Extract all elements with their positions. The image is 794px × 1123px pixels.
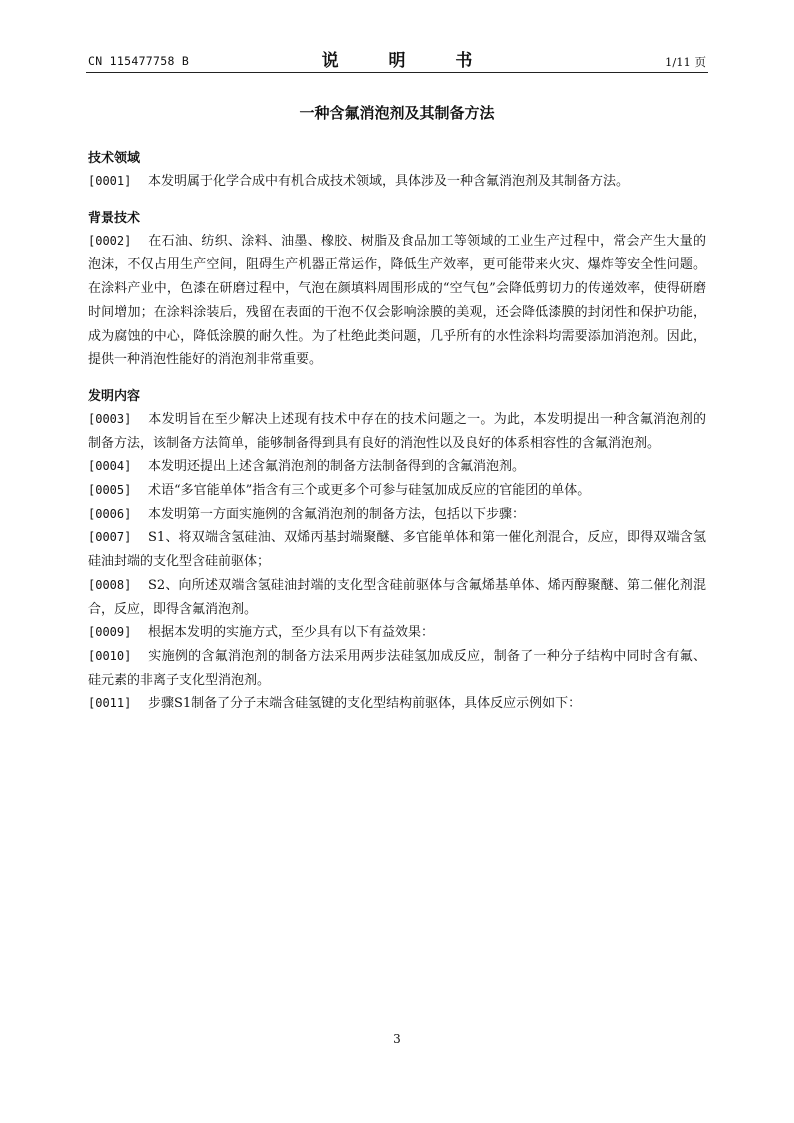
- paragraph-text: S1、将双端含氢硅油、双烯丙基封端聚醚、多官能单体和第一催化剂混合，反应，即得双端含氢硅油封端的支化型含硅前驱体；: [88, 530, 706, 570]
- paragraph: [88, 170, 706, 194]
- paragraph-number: [0009]: [88, 625, 132, 640]
- paragraph-text: 根据本发明的实施方式，至少具有以下有益效果：: [148, 625, 435, 641]
- paragraph: [88, 692, 706, 716]
- document-body: [88, 148, 706, 730]
- header-rule: [86, 72, 708, 73]
- paragraph-text: 步骤S1制备了分子末端含硅氢键的支化型结构前驱体，具体反应示例如下：: [148, 696, 582, 712]
- paragraph: [88, 621, 706, 645]
- paragraph-number: [0001]: [88, 174, 132, 188]
- section: [88, 148, 706, 194]
- paragraph-text: 本发明旨在至少解决上述现有技术中存在的技术问题之一。为此，本发明提出一种含氟消泡剂的制备方法，该制备方法简单，能够制备得到具有良好的消泡性以及良好的体系相容性的含氟消泡剂。: [88, 411, 706, 451]
- paragraph: [88, 479, 706, 503]
- paragraph: [88, 503, 706, 527]
- paragraph: [88, 645, 706, 692]
- paragraph-number: [0010]: [88, 648, 132, 663]
- paragraph: [88, 455, 706, 479]
- paragraph-number: [0011]: [88, 696, 132, 711]
- paragraph: [88, 230, 706, 372]
- paragraph-text: 在石油、纺织、涂料、油墨、橡胶、树脂及食品加工等领域的工业生产过程中，常会产生大量的泡沫，不仅占用生产空间，阻碍生产机器正常运作，降低生产效率，更可能带来火灾、爆炸等安全性问题。在涂料产业中，色漆在研磨过程中，气泡在颜填料周围形成的“空气包”会降低剪切力的传递效率，使得研磨时间增加；在涂料涂装后，残留在表面的干泡不仅会影响涂膜的美观，还会降低漆膜的封闭性和保护功能，成为腐蚀的中心，降低涂膜的耐久性。为了杜绝此类问题，几乎所有的水性涂料均需要添加消泡剂。因此，提供一种消泡性能好的消泡剂非常重要。: [88, 233, 706, 368]
- document-type: 说 明 书: [321, 51, 495, 71]
- paragraph-number: [0005]: [88, 483, 132, 498]
- paragraph-text: 本发明还提出上述含氟消泡剂的制备方法制备得到的含氟消泡剂。: [148, 459, 526, 475]
- paragraph-number: [0004]: [88, 459, 132, 474]
- paragraph-number: [0007]: [88, 530, 132, 545]
- section-heading: 背景技术: [88, 210, 141, 226]
- paragraph-number: [0002]: [88, 233, 132, 248]
- section-heading: 技术领域: [88, 151, 141, 166]
- paragraph-text: 本发明第一方面实施例的含氟消泡剂的制备方法，包括以下步骤：: [148, 506, 526, 522]
- patent-id: CN 115477758 B: [88, 54, 190, 68]
- section: [88, 208, 706, 372]
- paragraph-text: 实施例的含氟消泡剂的制备方法采用两步法硅氢加成反应，制备了一种分子结构中同时含有氟、硅元素的非离子支化型消泡剂。: [88, 648, 706, 688]
- page-info: 1/11 页: [665, 55, 706, 69]
- paragraph: [88, 574, 706, 621]
- paragraph-text: S2、向所述双端含氢硅油封端的支化型含硅前驱体与含氟烯基单体、烯丙醇聚醚、第二催化剂混合，反应，即得含氟消泡剂。: [88, 577, 706, 617]
- section: [88, 386, 706, 716]
- paragraph-text: 术语“多官能单体”指含有三个或更多个可参与硅氢加成反应的官能团的单体。: [148, 483, 591, 499]
- paragraph-number: [0008]: [88, 577, 132, 592]
- paragraph: [88, 408, 706, 455]
- paragraph: [88, 526, 706, 573]
- section-heading: 发明内容: [88, 388, 141, 404]
- paragraph-number: [0003]: [88, 411, 132, 426]
- paragraph-number: [0006]: [88, 506, 132, 521]
- page-number: 3: [393, 1032, 401, 1046]
- paragraph-text: 本发明属于化学合成中有机合成技术领域，具体涉及一种含氟消泡剂及其制备方法。: [148, 174, 630, 189]
- document-title: 一种含氟消泡剂及其制备方法: [299, 104, 495, 122]
